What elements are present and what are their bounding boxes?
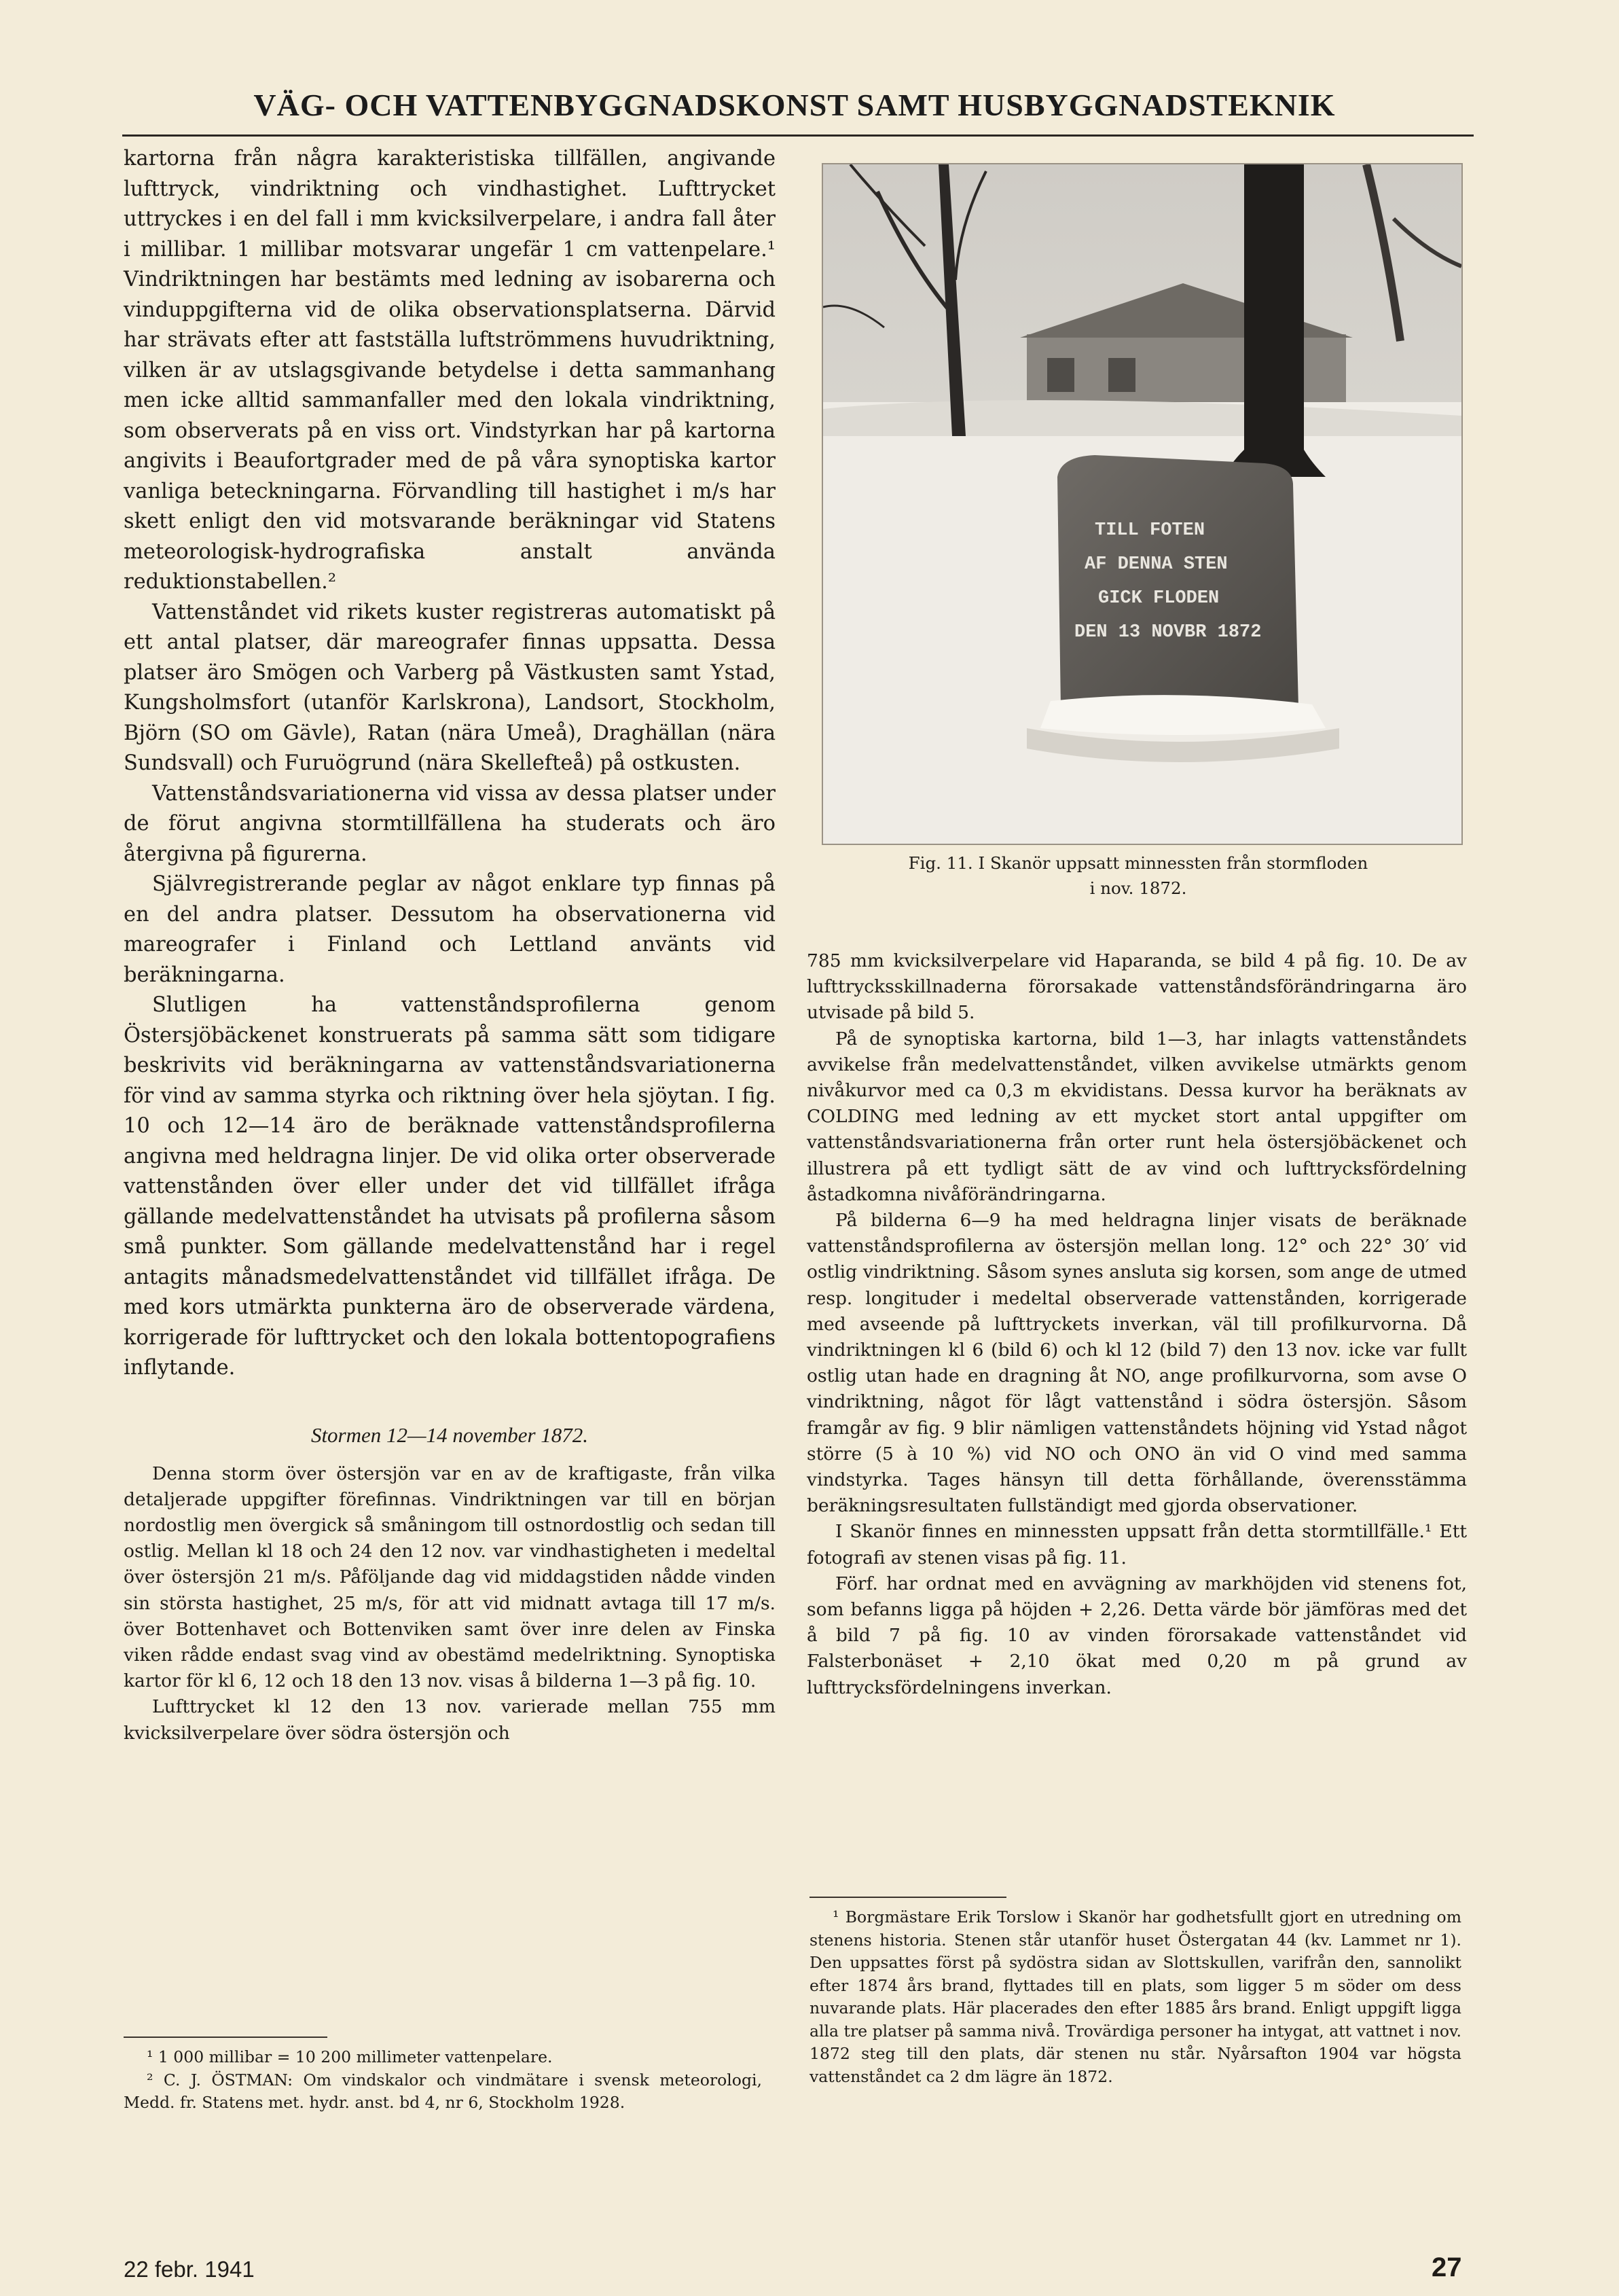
footnote-rule xyxy=(810,1897,1006,1898)
body-paragraph: I Skanör finnes en minnessten uppsatt från detta stormtillfälle.¹ Ett fotografi av stenen visas på fig. 11. xyxy=(807,1521,1467,1568)
body-paragraph: kartorna från några karakteristiska tillfällen, angivande lufttryck, vindriktning och vindhastighet. Lufttrycket uttryckes i en del fall i mm kvicksilverpelare, i andra fall åter i millibar. 1 millibar motsvarar ungefär 1 cm vattenpelare.¹ Vindriktningen har bestämts med ledning av isobarerna och vinduppgifterna vid de olika observationsplatserna. Därvid har strävats efter att fastställa luftströmmens huvudriktning, vilken är av utslagsgivande betydelse i detta sammanhang men icke alltid sammanfaller med den lokala vindriktning, som observerats på en viss ort. Vindstyrkan har på kartorna angivits i Beaufortgrader med de på våra synoptiska kartor vanliga beteckningarna. Förvandling till hastighet i m/s har skett enligt den vid motsvarande beräkningar vid Statens meteorologisk-hydrografiska anstalt använda reduktionstabellen.² xyxy=(124,147,776,594)
memorial-stone-photo xyxy=(823,164,1461,844)
footnote-rule xyxy=(124,2037,327,2038)
stone-inscription: DEN 13 NOVBR 1872 xyxy=(1074,622,1262,643)
section-heading: Stormen 12—14 november 1872. xyxy=(310,1422,589,1447)
body-paragraph: På bilderna 6—9 ha med heldragna linjer visats de beräknade vattenståndsprofilerna av östersjön mellan long. 12° och 22° 30′ vid ostlig vindriktning. Såsom synes ansluta sig korsen, som ange de utmed resp. longituder i medeltal observerade vattenstånden, korrigerade med avseende på lufttryckets inverkan, väl till profilkurvorna. Då vindriktningen kl 6 (bild 6) och kl 12 (bild 7) den 13 nov. icke var fullt ostlig utan hade en dragning åt NO, ange profilkurvorna, som avse O vindriktning, något för lågt vattenstånd i södra östersjön. Såsom framgår av fig. 9 blir nämligen vattenståndets höjning vid Ystad något större (5 à 10 %) vid NO och ONO än vid O vind med samma vindstyrka. Tages hänsyn till detta förhållande, överensstämma beräkningsresultaten fullständigt med gjorda observationer. xyxy=(807,1210,1467,1517)
body-paragraph: Vattenståndet vid rikets kuster registreras automatiskt på ett antal platser, där mareografer finnas uppsatta. Dessa platser äro Smögen och Varberg på Västkusten samt Ystad, Kungsholmsfort (utanför Karlskrona), Landsort, Stockholm, Björn (SO om Gävle), Ratan (nära Umeå), Draghällan (nära Sundsvall) och Furuögrund (nära Skellefteå) på ostkusten. xyxy=(124,600,776,775)
body-paragraph: Denna storm över östersjön var en av de kraftigaste, från vilka detaljerade uppgifter förefinnas. Vindriktningen var till en början nordostlig men övergick så småningom till ostnordostlig och sedan till ostlig. Mellan kl 18 och 24 den 12 nov. var vindhastigheten i medeltal över östersjön 21 m/s. Påföljande dag vid middagstiden nådde vinden sin största hastighet, 25 m/s, för att vid midnatt avtaga till 17 m/s. över Bottenhavet och Bottenviken samt över inre delen av Finska viken rådde endast svag vind av obestämd medelriktning. Synoptiska kartor för kl 6, 12 och 18 den 13 nov. visas å bilderna 1—3 på fig. 10. xyxy=(124,1463,776,1692)
body-paragraph: Förf. har ordnat med en avvägning av markhöjden vid stenens fot, som befanns ligga på höjden + 2,26. Detta värde bör jämföras med det å bild 7 på fig. 10 av vinden förorsakade vattenståndet vid Falsterbonäset + 2,10 ökat med 0,20 m på grund av lufttrycksfördelningens inverkan. xyxy=(807,1573,1467,1698)
footnote: ¹ Borgmästare Erik Torslow i Skanör har godhetsfullt gjort en utredning om stenens historia. Stenen står utanför huset Östergatan 44 (kv. Lammet nr 1). Den uppsattes först på sydöstra sidan av Slottskullen, varifrån den, sannolikt efter 1874 års brand, flyttades till en plats, som ligger 5 m söder om dess nuvarande plats. Här placerades den efter 1885 års brand. Enligt uppgift ligga alla tre platser på samma nivå. Trovärdiga personer ha intygat, att vattnet i nov. 1872 steg till den plats, där stenen nu står. Nyårsafton 1904 var högsta vattenståndet ca 2 dm lägre än 1872. xyxy=(810,1907,1461,2086)
running-head: VÄG- OCH VATTENBYGGNADSKONST SAMT HUSBYGGNADSTEKNIK xyxy=(253,88,1336,122)
body-paragraph: 785 mm kvicksilverpelare vid Haparanda, se bild 4 på fig. 10. De av lufttrycksskillnaderna förorsakade vattenståndsförändringarna äro utvisade på bild 5. xyxy=(807,950,1467,1024)
footnote: ¹ 1 000 millibar = 10 200 millimeter vattenpelare. xyxy=(147,2047,553,2066)
page-number: 27 xyxy=(1432,2253,1462,2282)
figure-photo xyxy=(822,163,1463,845)
left-footnotes xyxy=(124,2046,762,2115)
right-column xyxy=(807,948,1467,1701)
right-footnotes xyxy=(810,1906,1461,2088)
caption-line: Fig. 11. I Skanör uppsatt minnessten från stormfloden xyxy=(908,853,1368,873)
stone-inscription: AF DENNA STEN xyxy=(1085,554,1228,575)
left-column xyxy=(124,144,776,1746)
caption-line: i nov. 1872. xyxy=(1089,878,1187,898)
body-paragraph: Självregistrerande peglar av något enklare typ finnas på en del andra platser. Dessutom ha observationerna vid mareografer i Finland och Lettland använts vid beräkningarna. xyxy=(124,872,776,987)
issue-date: 22 febr. 1941 xyxy=(124,2257,255,2282)
header-rule xyxy=(122,134,1474,137)
body-paragraph: Lufttrycket kl 12 den 13 nov. varierade mellan 755 mm kvicksilverpelare över södra östersjön och xyxy=(124,1696,776,1744)
body-paragraph: På de synoptiska kartorna, bild 1—3, har inlagts vattenståndets avvikelse från medelvattenståndet, vilken avvikelse utmärkts genom nivåkurvor med ca 0,3 m ekvidistans. Dessa kurvor ha beräknats av COLDING med ledning av ett mycket stort antal uppgifter om vattenståndsvariationerna från orter runt hela östersjöbäckenet och illustrera på ett tydligt sätt de av vind och lufttrycksfördelning åstadkomna nivåförändringarna. xyxy=(807,1028,1467,1205)
body-paragraph: Vattenståndsvariationerna vid vissa av dessa platser under de förut angivna stormtillfällena ha studerats och äro återgivna på figurerna. xyxy=(124,781,776,866)
stone-inscription: GICK FLODEN xyxy=(1098,588,1220,609)
footnote: ² C. J. ÖSTMAN: Om vindskalor och vindmätare i svensk meteorologi, Medd. fr. Statens met. hydr. anst. bd 4, nr 6, Stockholm 1928. xyxy=(124,2070,762,2112)
body-paragraph: Slutligen ha vattenståndsprofilerna genom Östersjöbäckenet konstruerats på samma sätt som tidigare beskrivits vid beräkningarna av vattenståndsvariationerna för vind av samma styrka och riktning över hela sjöytan. I fig. 10 och 12—14 äro de beräknade vattenståndsprofilerna angivna med heldragna linjer. De vid olika orter observerade vattenstånden över eller under det vid tillfället ifråga gällande medelvattenståndet ha utvisats på profilerna såsom små punkter. Som gällande medelvattenstånd har i regel antagits månadsmedelvattenståndet vid tillfället ifråga. De med kors utmärkta punkterna äro de observerade värdena, korrigerade för lufttrycket och den lokala bottentopografiens inflytande. xyxy=(124,993,776,1380)
figure-caption xyxy=(812,850,1464,901)
stone-inscription: TILL FOTEN xyxy=(1095,520,1205,541)
